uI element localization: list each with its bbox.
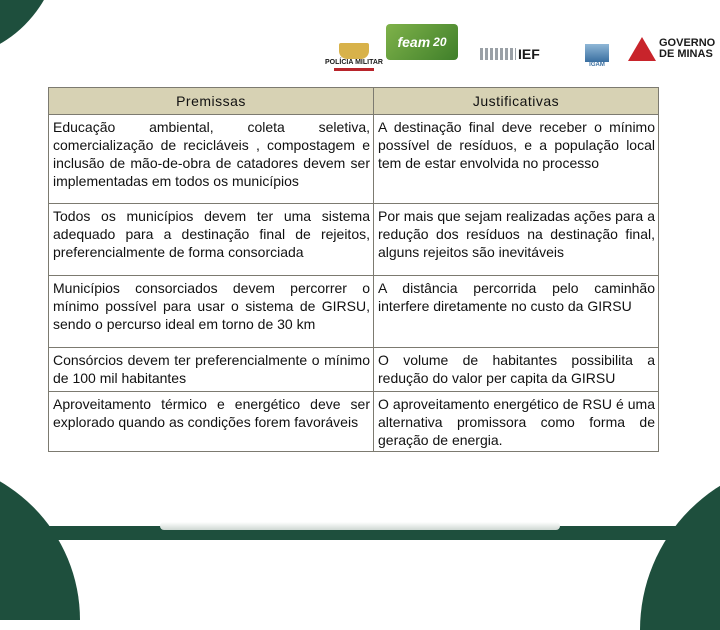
corner-decoration-bottom-left — [0, 460, 80, 620]
bottom-shade — [160, 522, 560, 530]
premissa-cell: Todos os municípios devem ter uma sistema adequado para a destinação final de rejeitos, preferencialmente de forma consorciada — [49, 204, 374, 276]
premissa-cell: Aproveitamento térmico e energético deve ser explorado quando as condições forem favoráveis — [49, 392, 374, 452]
justificativa-cell: A destinação final deve receber o mínimo possível de resíduos, e a população local tem de estar envolvida no processo — [374, 115, 659, 204]
table-row — [49, 115, 659, 204]
ief-text: IEF — [518, 46, 540, 62]
ief-mark-icon — [480, 48, 516, 60]
governo-line1: GOVERNO — [659, 37, 716, 49]
triangle-icon — [628, 37, 656, 61]
table-row — [49, 348, 659, 392]
corner-decoration-top-left — [0, 0, 60, 60]
feam-text: feam — [397, 34, 431, 50]
shield-icon — [339, 43, 369, 59]
justificativa-cell: Por mais que sejam realizadas ações para a redução dos resíduos na destinação final, alguns rejeitos são inevitáveis — [374, 204, 659, 276]
justificativa-cell: O aproveitamento energético de RSU é uma alternativa promissora como forma de geração de energia. — [374, 392, 659, 452]
justificativa-cell: A distância percorrida pelo caminhão interfere diretamente no custo da GIRSU — [374, 276, 659, 348]
premissas-table — [48, 87, 659, 452]
igam-mark-icon — [585, 44, 609, 62]
feam-logo — [386, 24, 464, 76]
table-header-row — [49, 88, 659, 115]
policia-militar-logo — [324, 38, 384, 76]
igam-logo — [566, 44, 628, 70]
table-row — [49, 276, 659, 348]
header-premissas: Premissas — [49, 88, 374, 115]
feam-badge — [386, 24, 458, 60]
igam-text: IGAM — [589, 62, 605, 68]
flag-bar — [334, 68, 374, 71]
ief-logo — [480, 46, 552, 70]
premissas-table-container — [48, 87, 658, 452]
premissa-cell: Municípios consorciados devem percorrer o mínimo possível para usar o sistema de GIRSU, sendo o percurso ideal em torno de 30 km — [49, 276, 374, 348]
justificativa-cell: O volume de habitantes possibilita a redução do valor per capita da GIRSU — [374, 348, 659, 392]
governo-line2: DE MINAS — [659, 48, 713, 60]
header-justificativas: Justificativas — [374, 88, 659, 115]
governo-minas-logo — [628, 32, 716, 66]
logo-strip — [320, 22, 716, 78]
premissa-cell: Consórcios devem ter preferencialmente o mínimo de 100 mil habitantes — [49, 348, 374, 392]
table-row — [49, 204, 659, 276]
premissa-cell: Educação ambiental, coleta seletiva, comercialização de recicláveis , compostagem e inclusão de mão-de-obra de catadores devem ser implementadas em todos os municípios — [49, 115, 374, 204]
table-row — [49, 392, 659, 452]
feam-anniversary: 20 — [433, 35, 447, 49]
corner-decoration-bottom-right — [640, 460, 720, 630]
policia-militar-text: POLÍCIA MILITAR — [325, 59, 383, 66]
